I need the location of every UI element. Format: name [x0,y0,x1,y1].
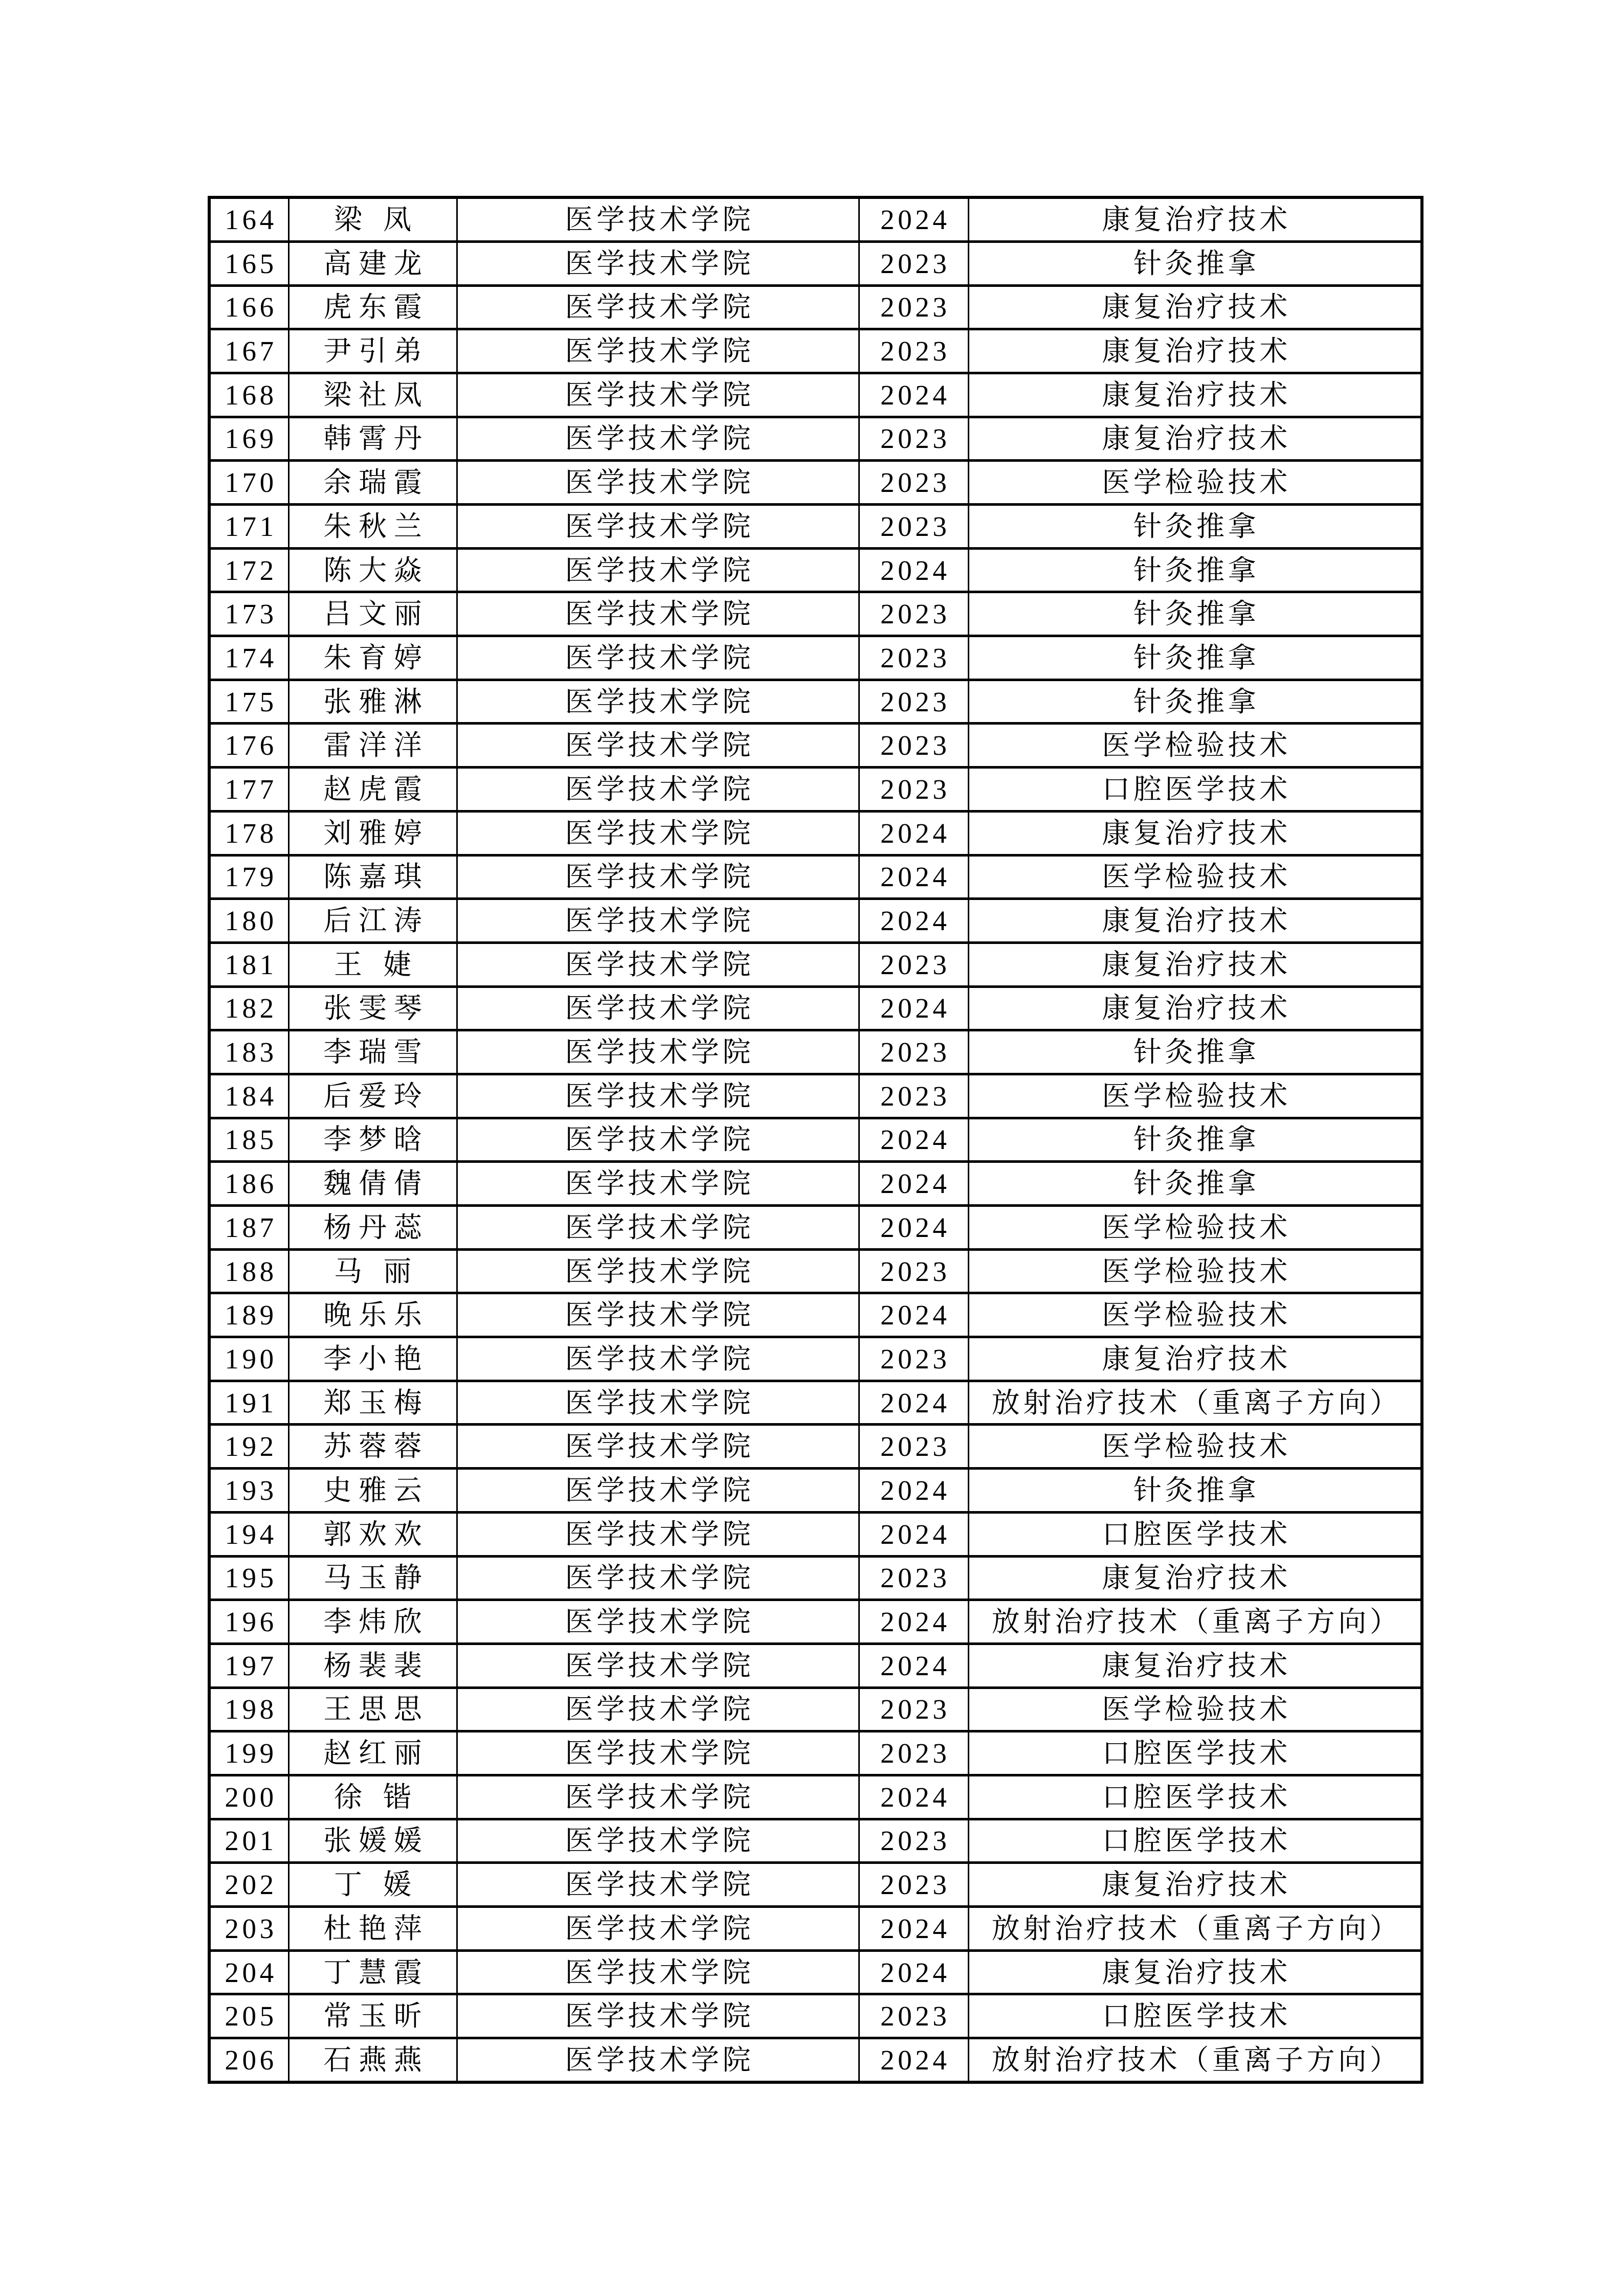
table-row [209,636,1422,680]
student-table-body [209,197,1422,2082]
student-major: 放射治疗技术（重离子方向） [968,1381,1422,1425]
table-row [209,373,1422,417]
student-college: 医学技术学院 [457,636,859,680]
student-major: 口腔医学技术 [968,1512,1422,1556]
table-row [209,1950,1422,1994]
table-row [209,986,1422,1030]
student-name: 马玉静 [288,1556,457,1600]
student-college: 医学技术学院 [457,2038,859,2082]
student-college: 医学技术学院 [457,811,859,855]
student-number: 187 [209,1206,288,1250]
student-major: 康复治疗技术 [968,1950,1422,1994]
student-college: 医学技术学院 [457,1907,859,1951]
student-college: 医学技术学院 [457,592,859,636]
student-major: 康复治疗技术 [968,1644,1422,1687]
student-year: 2023 [859,1425,968,1469]
student-name: 虎东霞 [288,285,457,329]
student-major: 针灸推拿 [968,548,1422,592]
student-number: 197 [209,1644,288,1687]
student-college: 医学技术学院 [457,768,859,812]
student-name: 杨丹蕊 [288,1206,457,1250]
student-number: 185 [209,1118,288,1162]
student-college: 医学技术学院 [457,680,859,724]
table-row [209,1469,1422,1513]
student-number: 167 [209,329,288,373]
student-major: 康复治疗技术 [968,1863,1422,1907]
table-row [209,329,1422,373]
student-name: 尹引弟 [288,329,457,373]
student-year: 2023 [859,1074,968,1118]
student-number: 194 [209,1512,288,1556]
student-college: 医学技术学院 [457,1731,859,1775]
student-major: 放射治疗技术（重离子方向） [968,1600,1422,1644]
student-year: 2023 [859,285,968,329]
student-name: 杨裴裴 [288,1644,457,1687]
student-name: 杜艳萍 [288,1907,457,1951]
student-number: 170 [209,461,288,505]
student-name: 陈大焱 [288,548,457,592]
student-name: 徐锴 [288,1775,457,1819]
student-name: 张媛媛 [288,1819,457,1863]
table-row [209,855,1422,899]
student-year: 2023 [859,461,968,505]
student-number: 174 [209,636,288,680]
student-year: 2023 [859,942,968,986]
table-row [209,1512,1422,1556]
student-year: 2024 [859,1512,968,1556]
student-name: 雷洋洋 [288,724,457,768]
table-row [209,592,1422,636]
table-row [209,1775,1422,1819]
table-row [209,1819,1422,1863]
table-row [209,942,1422,986]
student-major: 放射治疗技术（重离子方向） [968,1907,1422,1951]
student-major: 医学检验技术 [968,1293,1422,1337]
student-number: 186 [209,1162,288,1206]
student-college: 医学技术学院 [457,417,859,461]
student-college: 医学技术学院 [457,1118,859,1162]
student-major: 针灸推拿 [968,1162,1422,1206]
student-number: 188 [209,1249,288,1293]
student-year: 2024 [859,1118,968,1162]
student-name: 马丽 [288,1249,457,1293]
table-row [209,680,1422,724]
student-number: 183 [209,1030,288,1074]
student-year: 2024 [859,855,968,899]
student-college: 医学技术学院 [457,1644,859,1687]
student-major: 康复治疗技术 [968,986,1422,1030]
student-name: 常玉昕 [288,1994,457,2038]
student-year: 2024 [859,1600,968,1644]
student-year: 2023 [859,1731,968,1775]
student-year: 2024 [859,373,968,417]
table-row [209,2038,1422,2082]
student-number: 206 [209,2038,288,2082]
student-name: 高建龙 [288,241,457,285]
student-name: 陈嘉琪 [288,855,457,899]
student-number: 204 [209,1950,288,1994]
table-row [209,1074,1422,1118]
student-name: 朱育婷 [288,636,457,680]
student-major: 口腔医学技术 [968,1731,1422,1775]
student-name: 后爱玲 [288,1074,457,1118]
student-major: 医学检验技术 [968,1206,1422,1250]
student-number: 165 [209,241,288,285]
student-major: 针灸推拿 [968,1118,1422,1162]
table-row [209,1425,1422,1469]
student-year: 2023 [859,329,968,373]
student-major: 康复治疗技术 [968,1556,1422,1600]
student-major: 针灸推拿 [968,1030,1422,1074]
table-row [209,197,1422,241]
student-name: 余瑞霞 [288,461,457,505]
table-row [209,1687,1422,1731]
student-college: 医学技术学院 [457,285,859,329]
student-year: 2024 [859,986,968,1030]
student-college: 医学技术学院 [457,1206,859,1250]
student-year: 2023 [859,1556,968,1600]
table-row [209,768,1422,812]
student-major: 康复治疗技术 [968,197,1422,241]
student-major: 针灸推拿 [968,592,1422,636]
student-number: 166 [209,285,288,329]
student-roster-table [208,196,1423,2084]
student-year: 2024 [859,899,968,943]
student-year: 2024 [859,811,968,855]
student-college: 医学技术学院 [457,1600,859,1644]
student-major: 康复治疗技术 [968,942,1422,986]
student-number: 200 [209,1775,288,1819]
student-number: 192 [209,1425,288,1469]
student-number: 205 [209,1994,288,2038]
student-major: 医学检验技术 [968,1074,1422,1118]
student-number: 195 [209,1556,288,1600]
student-major: 康复治疗技术 [968,285,1422,329]
table-row [209,1381,1422,1425]
student-college: 医学技术学院 [457,197,859,241]
student-name: 丁媛 [288,1863,457,1907]
table-row [209,1337,1422,1381]
student-name: 苏蓉蓉 [288,1425,457,1469]
table-row [209,285,1422,329]
student-number: 173 [209,592,288,636]
student-number: 202 [209,1863,288,1907]
student-name: 王婕 [288,942,457,986]
student-major: 康复治疗技术 [968,811,1422,855]
student-year: 2023 [859,241,968,285]
student-year: 2024 [859,1644,968,1687]
student-name: 吕文丽 [288,592,457,636]
student-name: 李瑞雪 [288,1030,457,1074]
student-major: 针灸推拿 [968,636,1422,680]
student-college: 医学技术学院 [457,1162,859,1206]
table-row [209,1162,1422,1206]
student-year: 2024 [859,1775,968,1819]
student-name: 梁凤 [288,197,457,241]
student-major: 医学检验技术 [968,855,1422,899]
student-number: 164 [209,197,288,241]
student-year: 2024 [859,1293,968,1337]
student-name: 赵虎霞 [288,768,457,812]
student-major: 针灸推拿 [968,241,1422,285]
student-college: 医学技术学院 [457,1425,859,1469]
student-college: 医学技术学院 [457,1381,859,1425]
student-college: 医学技术学院 [457,1775,859,1819]
student-name: 王思思 [288,1687,457,1731]
student-name: 张雯琴 [288,986,457,1030]
student-college: 医学技术学院 [457,1819,859,1863]
table-row [209,505,1422,549]
student-college: 医学技术学院 [457,1863,859,1907]
student-major: 康复治疗技术 [968,373,1422,417]
student-name: 魏倩倩 [288,1162,457,1206]
student-major: 口腔医学技术 [968,1994,1422,2038]
student-college: 医学技术学院 [457,373,859,417]
student-college: 医学技术学院 [457,986,859,1030]
student-number: 177 [209,768,288,812]
student-number: 182 [209,986,288,1030]
student-college: 医学技术学院 [457,1293,859,1337]
student-number: 199 [209,1731,288,1775]
student-number: 175 [209,680,288,724]
student-college: 医学技术学院 [457,942,859,986]
student-major: 口腔医学技术 [968,1819,1422,1863]
student-name: 朱秋兰 [288,505,457,549]
student-number: 171 [209,505,288,549]
student-year: 2024 [859,1162,968,1206]
student-year: 2024 [859,1469,968,1513]
student-name: 李炜欣 [288,1600,457,1644]
student-name: 韩霄丹 [288,417,457,461]
student-college: 医学技术学院 [457,1469,859,1513]
table-row [209,417,1422,461]
table-row [209,724,1422,768]
student-college: 医学技术学院 [457,241,859,285]
student-college: 医学技术学院 [457,461,859,505]
table-row [209,1731,1422,1775]
student-college: 医学技术学院 [457,1074,859,1118]
table-row [209,1030,1422,1074]
table-row [209,1600,1422,1644]
student-number: 181 [209,942,288,986]
student-year: 2023 [859,1863,968,1907]
student-year: 2023 [859,1819,968,1863]
student-major: 放射治疗技术（重离子方向） [968,2038,1422,2082]
student-name: 晚乐乐 [288,1293,457,1337]
student-year: 2023 [859,680,968,724]
student-college: 医学技术学院 [457,1030,859,1074]
table-row [209,1556,1422,1600]
table-row [209,1293,1422,1337]
student-major: 医学检验技术 [968,461,1422,505]
student-college: 医学技术学院 [457,1687,859,1731]
student-college: 医学技术学院 [457,548,859,592]
student-major: 针灸推拿 [968,680,1422,724]
student-year: 2023 [859,1337,968,1381]
table-row [209,1907,1422,1951]
student-major: 口腔医学技术 [968,1775,1422,1819]
student-year: 2023 [859,768,968,812]
student-year: 2023 [859,724,968,768]
student-number: 176 [209,724,288,768]
student-name: 李小艳 [288,1337,457,1381]
student-college: 医学技术学院 [457,1249,859,1293]
student-number: 191 [209,1381,288,1425]
student-name: 丁慧霞 [288,1950,457,1994]
student-number: 179 [209,855,288,899]
student-number: 193 [209,1469,288,1513]
student-college: 医学技术学院 [457,1950,859,1994]
table-row [209,241,1422,285]
student-year: 2024 [859,2038,968,2082]
student-name: 石燕燕 [288,2038,457,2082]
student-number: 172 [209,548,288,592]
student-number: 196 [209,1600,288,1644]
student-year: 2023 [859,1687,968,1731]
student-major: 医学检验技术 [968,724,1422,768]
student-college: 医学技术学院 [457,505,859,549]
student-number: 203 [209,1907,288,1951]
student-number: 168 [209,373,288,417]
student-major: 康复治疗技术 [968,1337,1422,1381]
student-year: 2024 [859,197,968,241]
table-row [209,1863,1422,1907]
student-major: 康复治疗技术 [968,329,1422,373]
student-college: 医学技术学院 [457,855,859,899]
student-year: 2024 [859,1381,968,1425]
student-college: 医学技术学院 [457,1512,859,1556]
student-college: 医学技术学院 [457,329,859,373]
student-college: 医学技术学院 [457,1994,859,2038]
table-row [209,1118,1422,1162]
student-year: 2024 [859,548,968,592]
student-college: 医学技术学院 [457,1556,859,1600]
student-major: 医学检验技术 [968,1687,1422,1731]
student-number: 180 [209,899,288,943]
student-number: 189 [209,1293,288,1337]
student-number: 201 [209,1819,288,1863]
student-major: 康复治疗技术 [968,417,1422,461]
table-row [209,1644,1422,1687]
student-major: 医学检验技术 [968,1425,1422,1469]
student-major: 针灸推拿 [968,1469,1422,1513]
student-year: 2024 [859,1206,968,1250]
student-year: 2023 [859,417,968,461]
student-year: 2023 [859,1249,968,1293]
student-name: 郑玉梅 [288,1381,457,1425]
table-row [209,1206,1422,1250]
table-row [209,1994,1422,2038]
student-year: 2024 [859,1950,968,1994]
student-year: 2023 [859,1030,968,1074]
student-year: 2023 [859,636,968,680]
table-row [209,899,1422,943]
table-row [209,811,1422,855]
student-name: 郭欢欢 [288,1512,457,1556]
student-major: 医学检验技术 [968,1249,1422,1293]
student-name: 史雅云 [288,1469,457,1513]
table-row [209,548,1422,592]
student-name: 梁社凤 [288,373,457,417]
student-year: 2023 [859,505,968,549]
student-college: 医学技术学院 [457,899,859,943]
student-college: 医学技术学院 [457,1337,859,1381]
student-number: 198 [209,1687,288,1731]
student-name: 张雅淋 [288,680,457,724]
student-year: 2023 [859,1994,968,2038]
student-major: 康复治疗技术 [968,899,1422,943]
student-number: 169 [209,417,288,461]
student-year: 2023 [859,592,968,636]
student-name: 赵红丽 [288,1731,457,1775]
table-row [209,1249,1422,1293]
student-college: 医学技术学院 [457,724,859,768]
student-number: 178 [209,811,288,855]
student-name: 刘雅婷 [288,811,457,855]
table-row [209,461,1422,505]
student-name: 后江涛 [288,899,457,943]
student-number: 184 [209,1074,288,1118]
student-number: 190 [209,1337,288,1381]
student-name: 李梦晗 [288,1118,457,1162]
student-year: 2024 [859,1907,968,1951]
student-major: 针灸推拿 [968,505,1422,549]
student-major: 口腔医学技术 [968,768,1422,812]
